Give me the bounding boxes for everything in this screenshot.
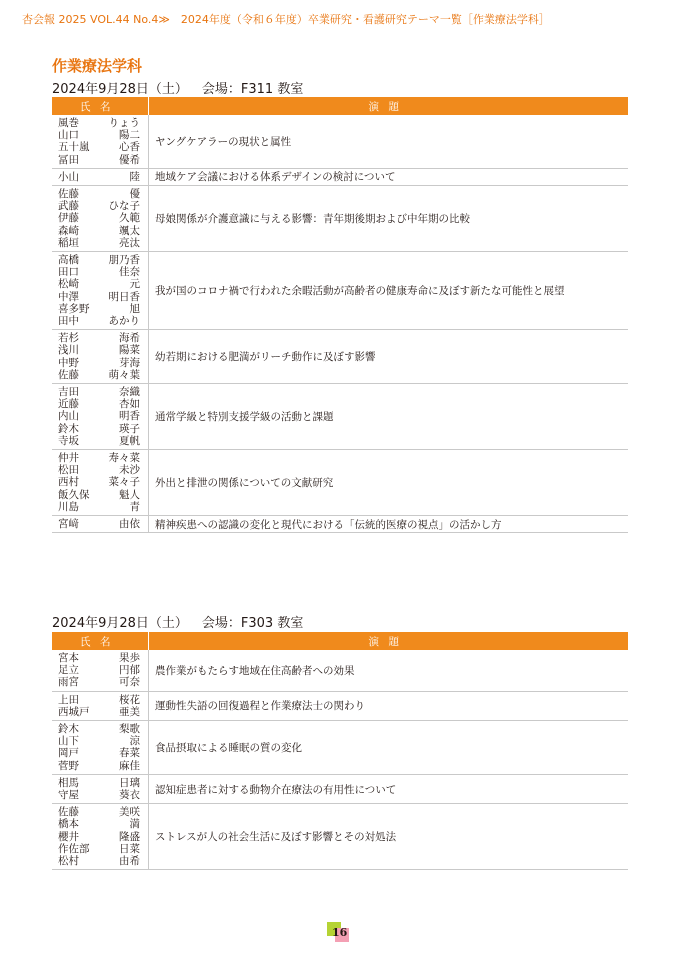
family-name: 西城戸: [58, 705, 90, 718]
given-name: 魁人: [119, 488, 140, 501]
member-name: [58, 254, 148, 266]
table-row: [52, 252, 628, 330]
member-names: [52, 650, 149, 691]
family-name: 川島: [58, 500, 79, 513]
given-name: 杏如: [119, 398, 140, 411]
given-name: 満: [129, 818, 140, 831]
family-name: 鈴木: [58, 723, 79, 736]
member-names: [52, 115, 149, 168]
given-name: 寿々菜: [108, 452, 140, 465]
given-name: 明香: [119, 410, 140, 423]
given-name: 芽海: [119, 356, 140, 369]
member-name: [58, 818, 148, 830]
member-names: [52, 516, 149, 533]
given-name: 優希: [119, 153, 140, 166]
given-name: 隆盛: [119, 830, 140, 843]
given-name: 朋乃香: [108, 254, 140, 267]
given-name: 春菜: [119, 747, 140, 760]
header-names: 氏名: [52, 632, 149, 650]
family-name: 吉田: [58, 386, 79, 399]
session-date: 2024年9月28日（土）: [52, 616, 188, 631]
member-name: [58, 386, 148, 398]
given-name: 亜美: [119, 705, 140, 718]
family-name: 上田: [58, 693, 79, 706]
family-name: 相馬: [58, 776, 79, 789]
member-name: [58, 129, 148, 141]
member-name: [58, 652, 148, 664]
given-name: 陽二: [119, 129, 140, 142]
table-row: [52, 691, 628, 720]
header-names: 氏名: [52, 97, 149, 115]
member-names: [52, 450, 149, 516]
family-name: 仲井: [58, 452, 79, 465]
given-name: 麻佳: [119, 759, 140, 772]
given-name: 日璃: [119, 776, 140, 789]
member-name: [58, 141, 148, 153]
member-names: [52, 168, 149, 185]
member-names: [52, 330, 149, 384]
research-topic: 運動性失語の回復過程と作業療法士の関わり: [149, 691, 629, 720]
family-name: 五十嵐: [58, 141, 90, 154]
research-topic: 通常学級と特別支援学級の活動と課題: [149, 384, 629, 450]
family-name: 作佐部: [58, 842, 90, 855]
family-name: 守屋: [58, 789, 79, 802]
family-name: 佐藤: [58, 188, 79, 201]
member-name: [58, 489, 148, 501]
member-name: [58, 398, 148, 410]
family-name: 高橋: [58, 254, 79, 267]
given-name: 明日香: [108, 290, 140, 303]
family-name: 内山: [58, 410, 79, 423]
research-topic: 幼若期における肥満がリーチ動作に及ぼす影響: [149, 330, 629, 384]
family-name: 松村: [58, 855, 79, 868]
given-name: 涼: [129, 735, 140, 748]
given-name: 久範: [119, 212, 140, 225]
given-name: 日菜: [119, 842, 140, 855]
member-name: [58, 747, 148, 759]
given-name: 円郁: [119, 664, 140, 677]
research-topic: 農作業がもたらす地域在住高齢者への効果: [149, 650, 629, 691]
member-names: [52, 774, 149, 803]
member-name: [58, 278, 148, 290]
family-name: 近藤: [58, 398, 79, 411]
research-topic: 地域ケア会議における体系デザインの検討について: [149, 168, 629, 185]
given-name: 佳奈: [119, 266, 140, 279]
member-name: [58, 452, 148, 464]
member-name: [58, 357, 148, 369]
table-row: [52, 450, 628, 516]
given-name: 梨歌: [119, 723, 140, 736]
member-name: [58, 735, 148, 747]
given-name: 心香: [119, 141, 140, 154]
family-name: 宮本: [58, 652, 79, 664]
given-name: 由希: [119, 855, 140, 868]
member-name: [58, 843, 148, 855]
given-name: 菜々子: [108, 476, 140, 489]
research-topic: 精神疾患への認識の変化と現代における「伝統的医療の視点」の活かし方: [149, 516, 629, 533]
given-name: 奈織: [119, 386, 140, 399]
member-name: [58, 723, 148, 735]
member-name: [58, 694, 148, 706]
running-head: 杏会報 2025 VOL.44 No.4≫ 2024年度（令和６年度）卒業研究・看護研究テーマ一覧［作業療法学科］: [22, 13, 550, 26]
member-name: [58, 435, 148, 447]
member-name: [58, 291, 148, 303]
member-name: [58, 225, 148, 237]
member-name: [58, 410, 148, 422]
family-name: 若杉: [58, 332, 79, 345]
page-number: 16: [332, 926, 348, 939]
member-name: [58, 676, 148, 688]
member-name: [58, 154, 148, 166]
member-name: [58, 200, 148, 212]
family-name: 鈴木: [58, 422, 79, 435]
family-name: 稲垣: [58, 236, 79, 249]
family-name: 足立: [58, 664, 79, 677]
family-name: 伊藤: [58, 212, 79, 225]
member-name: [58, 266, 148, 278]
member-names: [52, 252, 149, 330]
family-name: 雨宮: [58, 676, 79, 689]
member-name: [58, 423, 148, 435]
family-name: 中澤: [58, 290, 79, 303]
family-name: 冨田: [58, 153, 79, 166]
family-name: 森崎: [58, 224, 79, 237]
member-names: [52, 384, 149, 450]
given-name: 海希: [119, 332, 140, 345]
family-name: 菅野: [58, 759, 79, 772]
family-name: 櫻井: [58, 830, 79, 843]
member-name: [58, 777, 148, 789]
member-name: [58, 501, 148, 513]
session-date: 2024年9月28日（土）: [52, 82, 188, 97]
given-name: 葵衣: [119, 789, 140, 802]
family-name: 山下: [58, 735, 79, 748]
given-name: 桜花: [119, 693, 140, 706]
member-name: [58, 518, 148, 530]
family-name: 橋本: [58, 818, 79, 831]
given-name: 可奈: [119, 676, 140, 689]
family-name: 岡戸: [58, 747, 79, 760]
family-name: 松崎: [58, 278, 79, 291]
family-name: 佐藤: [58, 806, 79, 819]
header-topic: 演題: [149, 632, 629, 650]
member-name: [58, 212, 148, 224]
given-name: 夏帆: [119, 434, 140, 447]
given-name: りょう: [108, 117, 140, 129]
family-name: 喜多野: [58, 302, 90, 315]
family-name: 飯久保: [58, 488, 90, 501]
theme-table: [52, 97, 628, 533]
table-row: [52, 516, 628, 533]
session-heading: [52, 78, 303, 97]
given-name: 果歩: [119, 652, 140, 664]
given-name: 美咲: [119, 806, 140, 819]
given-name: 颯太: [119, 224, 140, 237]
family-name: 武藤: [58, 200, 79, 213]
member-name: [58, 315, 148, 327]
family-name: 西村: [58, 476, 79, 489]
family-name: 寺坂: [58, 434, 79, 447]
member-name: [58, 476, 148, 488]
member-name: [58, 117, 148, 129]
family-name: 小山: [58, 170, 79, 183]
session-venue: 会場：F311 教室: [201, 82, 304, 97]
member-names: [52, 721, 149, 775]
member-name: [58, 188, 148, 200]
given-name: 陸: [129, 170, 140, 183]
research-topic: 外出と排泄の関係についての文献研究: [149, 450, 629, 516]
family-name: 佐藤: [58, 368, 79, 381]
theme-table: [52, 632, 628, 870]
table-row: [52, 115, 628, 168]
research-topic: 我が国のコロナ禍で行われた余暇活動が高齢者の健康寿命に及ぼす新たな可能性と展望: [149, 252, 629, 330]
table-row: [52, 650, 628, 691]
research-topic: ストレスが人の社会生活に及ぼす影響とその対処法: [149, 804, 629, 870]
member-name: [58, 237, 148, 249]
table-row: [52, 774, 628, 803]
table-row: [52, 384, 628, 450]
member-name: [58, 303, 148, 315]
department-title: 作業療法学科: [52, 57, 143, 75]
family-name: 風巻: [58, 117, 79, 129]
member-name: [58, 332, 148, 344]
research-topic: 食品摂取による睡眠の質の変化: [149, 721, 629, 775]
member-names: [52, 691, 149, 720]
family-name: 宮﨑: [58, 518, 79, 531]
member-name: [58, 855, 148, 867]
family-name: 山口: [58, 129, 79, 142]
member-name: [58, 171, 148, 183]
table-row: [52, 330, 628, 384]
given-name: 元: [129, 278, 140, 291]
table-row: [52, 721, 628, 775]
member-name: [58, 831, 148, 843]
family-name: 松田: [58, 464, 79, 477]
family-name: 浅川: [58, 344, 79, 357]
table-row: [52, 804, 628, 870]
table-row: [52, 186, 628, 252]
member-name: [58, 789, 148, 801]
table-row: [52, 168, 628, 185]
member-name: [58, 344, 148, 356]
header-topic: 演題: [149, 97, 629, 115]
family-name: 田中: [58, 315, 79, 328]
given-name: 優: [129, 188, 140, 201]
member-names: [52, 186, 149, 252]
member-name: [58, 706, 148, 718]
given-name: 青: [129, 500, 140, 513]
member-names: [52, 804, 149, 870]
family-name: 中野: [58, 356, 79, 369]
member-name: [58, 806, 148, 818]
given-name: 未沙: [119, 464, 140, 477]
research-topic: 母娘関係が介護意識に与える影響：青年期後期および中年期の比較: [149, 186, 629, 252]
member-name: [58, 464, 148, 476]
member-name: [58, 760, 148, 772]
research-topic: ヤングケアラーの現状と属性: [149, 115, 629, 168]
given-name: 旭: [129, 302, 140, 315]
given-name: 亮汰: [119, 236, 140, 249]
session-venue: 会場：F303 教室: [201, 616, 304, 631]
given-name: 陽菜: [119, 344, 140, 357]
given-name: あかり: [108, 315, 140, 328]
given-name: ひな子: [108, 200, 140, 213]
member-name: [58, 369, 148, 381]
given-name: 瑛子: [119, 422, 140, 435]
research-topic: 認知症患者に対する動物介在療法の有用性について: [149, 774, 629, 803]
family-name: 田口: [58, 266, 79, 279]
given-name: 由依: [119, 518, 140, 531]
given-name: 萌々葉: [108, 368, 140, 381]
member-name: [58, 664, 148, 676]
session-heading: [52, 612, 303, 631]
